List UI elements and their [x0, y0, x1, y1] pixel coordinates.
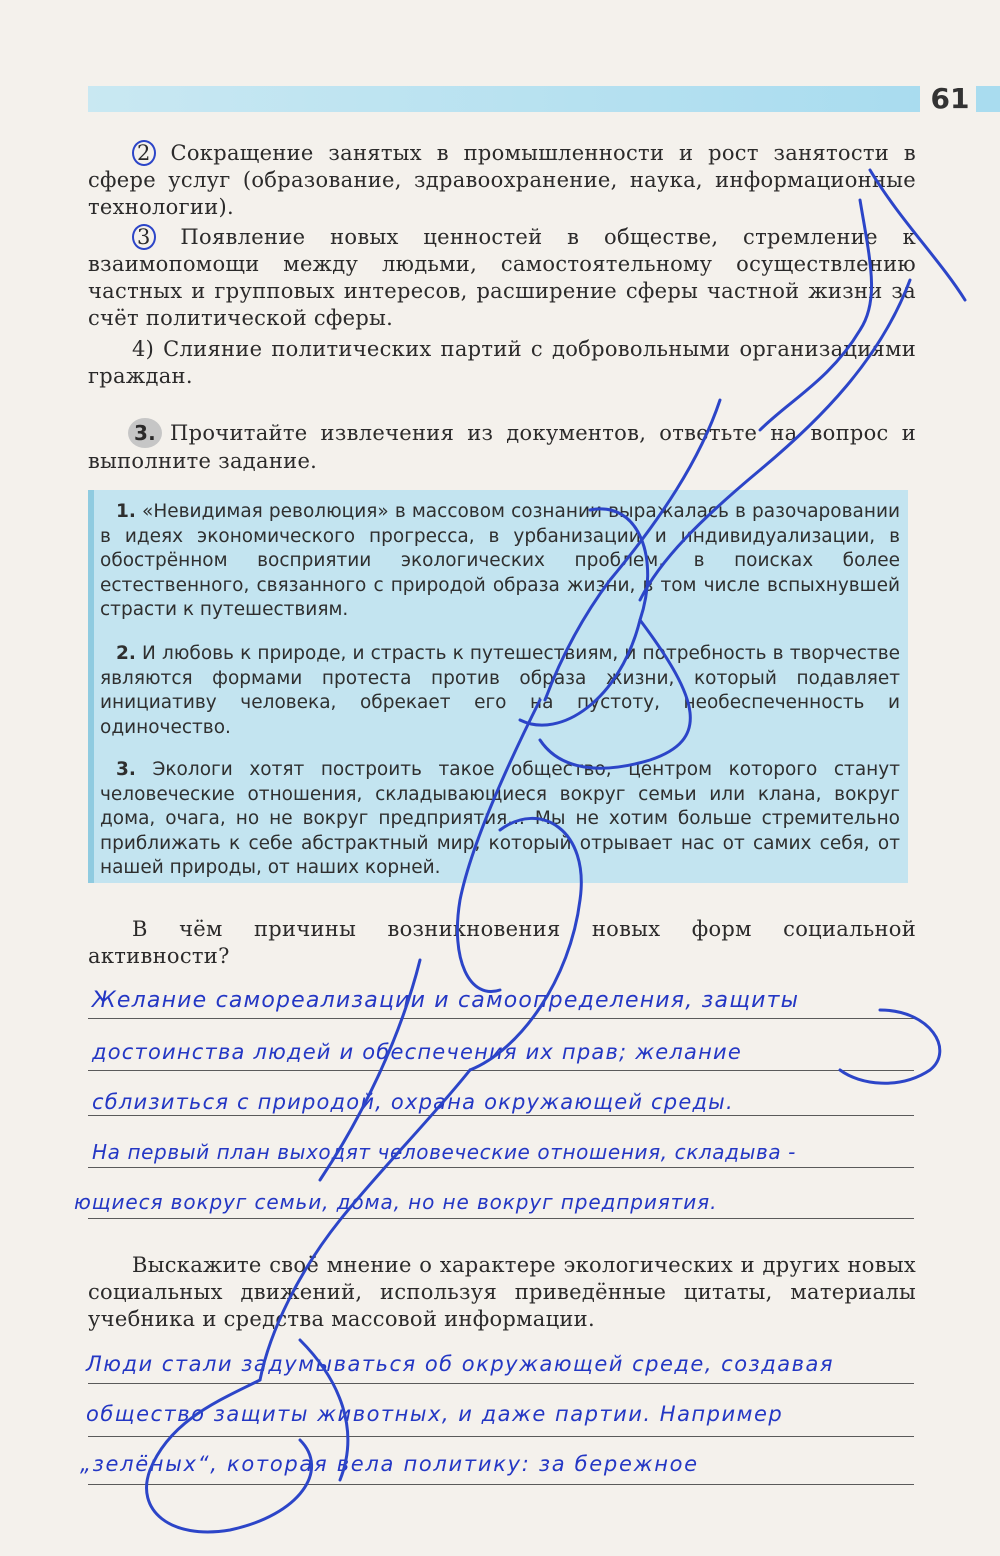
answer-line [88, 1436, 914, 1437]
quote-3-text: Экологи хотят построить такое общество, центром которого станут человеческие отношения, складывающиеся вокруг семьи или клана, вокруг дома, очага, но не вокруг предприятия... Мы не хотим больше стремительно приближать к себе абстрактный мир, который отрывает нас от самих себя, от нашей природы, от наших корней. [100, 759, 900, 878]
answer-1-line-3: сблизиться с природой, охрана окружающей среды. [92, 1090, 734, 1114]
task-instruction [88, 418, 916, 475]
quote-box-strip [88, 490, 94, 883]
quote-2-number: 2. [116, 643, 136, 664]
quote-1-text: «Невидимая революция» в массовом сознании выражалась в разочаровании в идеях экономического прогресса, в урбанизации и индивидуализации, в обострённом восприятии экологических проблем, в поисках более естественного, связанного с природой образа жизни, в том числе вспыхнувшей страсти к путешествиям. [100, 501, 901, 620]
question-2 [88, 1252, 916, 1333]
answer-line [88, 1167, 914, 1168]
answer-1-line-2: достоинства людей и обеспечения их прав; желание [92, 1040, 743, 1064]
option-2-number: 2 [132, 140, 156, 166]
question-1 [88, 916, 916, 970]
answer-1-line-1: Желание самореализации и самоопределения, защиты [92, 988, 800, 1013]
option-3-number: 3 [132, 224, 156, 250]
pen-stroke [840, 1010, 940, 1083]
question-2-text: Выскажите своё мнение о характере экологических и других новых социальных движений, используя приведённые цитаты, материалы учебника и средства массовой информации. [88, 1253, 916, 1331]
option-2 [88, 140, 916, 221]
answer-2-line-3: „зелёных“, которая вела политику: за бережное [80, 1452, 699, 1476]
task-instruction-text: Прочитайте извлечения из документов, ответьте на вопрос и выполните задание. [88, 421, 916, 473]
answer-1-line-5: ющиеся вокруг семьи, дома, но не вокруг предприятия. [74, 1190, 718, 1214]
answer-line [88, 1484, 914, 1485]
header-band [88, 86, 920, 112]
answer-1-line-4: На первый план выходят человеческие отношения, складыва - [92, 1140, 796, 1164]
quote-1 [100, 500, 900, 623]
quote-2 [100, 642, 900, 740]
option-4-text: Слияние политических партий с добровольными организациями граждан. [88, 337, 916, 388]
answer-line [88, 1115, 914, 1116]
answer-line [88, 1218, 914, 1219]
answer-line [88, 1070, 914, 1071]
quote-3 [100, 758, 900, 881]
answer-2-line-2: общество защиты животных, и даже партии. Например [86, 1402, 784, 1426]
answer-line [88, 1018, 914, 1019]
answer-2-line-1: Люди стали задумываться об окружающей среде, создавая [86, 1352, 834, 1376]
quote-3-number: 3. [116, 759, 136, 780]
task-number: 3. [128, 418, 162, 448]
quote-2-text: И любовь к природе, и страсть к путешествиям, и потребность в творчестве являются формами протеста против образа жизни, который подавляет инициативу человека, обрекает его на пустоту, необеспеченность и одиночество. [100, 643, 900, 738]
option-2-text: Сокращение занятых в промышленности и рост занятости в сфере услуг (образование, здравоохранение, наука, информационные технологии). [88, 141, 917, 219]
option-3-text: Появление новых ценностей в обществе, стремление к взаимопомощи между людьми, самостоятельному осуществлению частных и групповых интересов, расширение сферы частной жизни за счёт политической сферы. [88, 225, 916, 330]
pen-stroke [260, 1070, 470, 1380]
option-4-number: 4) [132, 337, 155, 361]
page-number: 61 [930, 82, 970, 115]
answer-line [88, 1383, 914, 1384]
question-1-text: В чём причины возникновения новых форм социальной активности? [88, 917, 916, 968]
option-3 [88, 224, 916, 332]
header-band-edge [976, 86, 1000, 112]
quote-1-number: 1. [116, 501, 136, 522]
option-4 [88, 336, 916, 390]
